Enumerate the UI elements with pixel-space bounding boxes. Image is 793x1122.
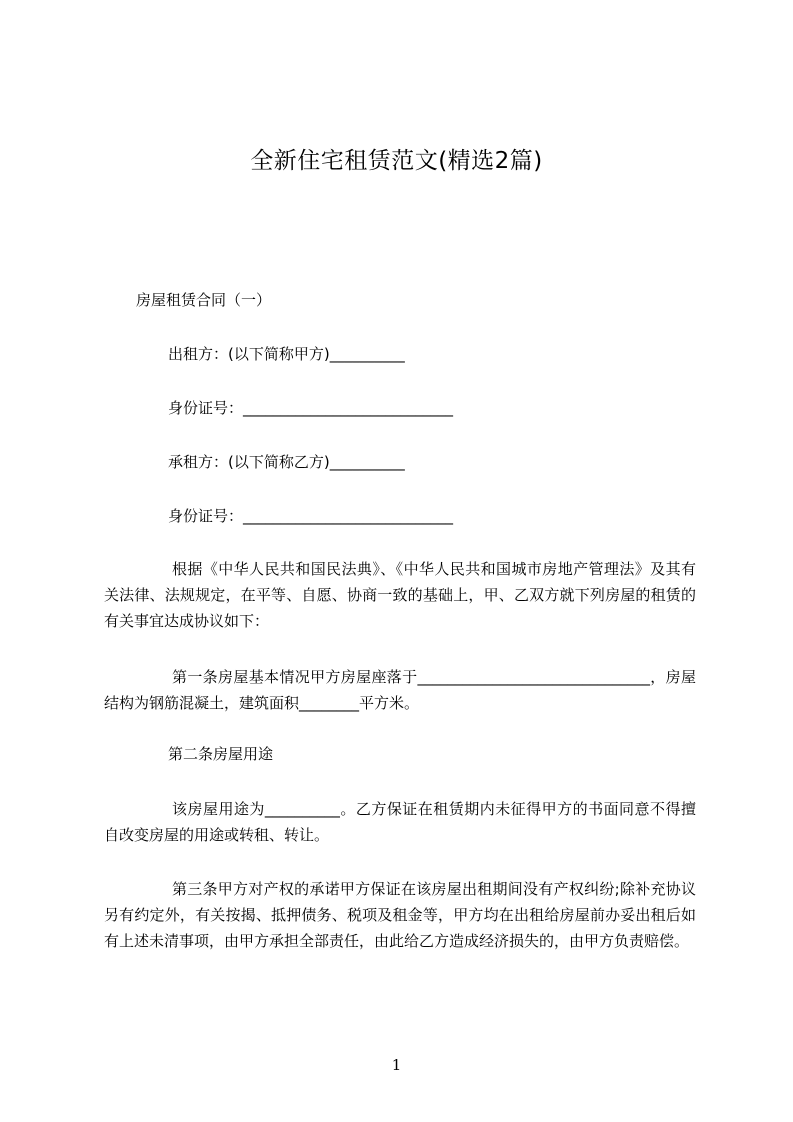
preamble-paragraph: 根据《中华人民共和国民法典》、《中华人民共和国城市房地产管理法》及其有关法律、法规规定，在平等、自愿、协商一致的基础上，甲、乙双方就下列房屋的租赁的有关事宜达成协议如下： bbox=[104, 560, 696, 630]
article-2-heading: 第二条房屋用途 bbox=[168, 745, 274, 763]
lessee-id-line: 身份证号：____________________________ bbox=[168, 507, 454, 525]
article-3-paragraph: 第三条甲方对产权的承诺甲方保证在该房屋出租期间没有产权纠纷;除补充协议另有约定外，有关按揭、抵押债务、税项及租金等，甲方均在出租给房屋前办妥出租后如有上述未清事项，由甲方承担全部责任，由此给乙方造成经济损失的，由甲方负责赔偿。 bbox=[104, 880, 696, 950]
article-1-paragraph: 第一条房屋基本情况甲方房屋座落于_______________________________，房屋结构为钢筋混凝土，建筑面积________平方米。 bbox=[104, 668, 696, 712]
lessor-line: 出租方：(以下简称甲方)__________ bbox=[168, 345, 405, 363]
document-title: 全新住宅租赁范文(精选2篇) bbox=[250, 148, 543, 174]
lessor-id-line: 身份证号：____________________________ bbox=[168, 399, 454, 417]
section-heading: 房屋租赁合同（一） bbox=[136, 291, 272, 309]
lessee-line: 承租方：(以下简称乙方)__________ bbox=[168, 453, 405, 471]
article-2-paragraph: 该房屋用途为__________。乙方保证在租赁期内未征得甲方的书面同意不得擅自改变房屋的用途或转租、转让。 bbox=[104, 800, 696, 844]
page-number: 1 bbox=[391, 1056, 402, 1074]
